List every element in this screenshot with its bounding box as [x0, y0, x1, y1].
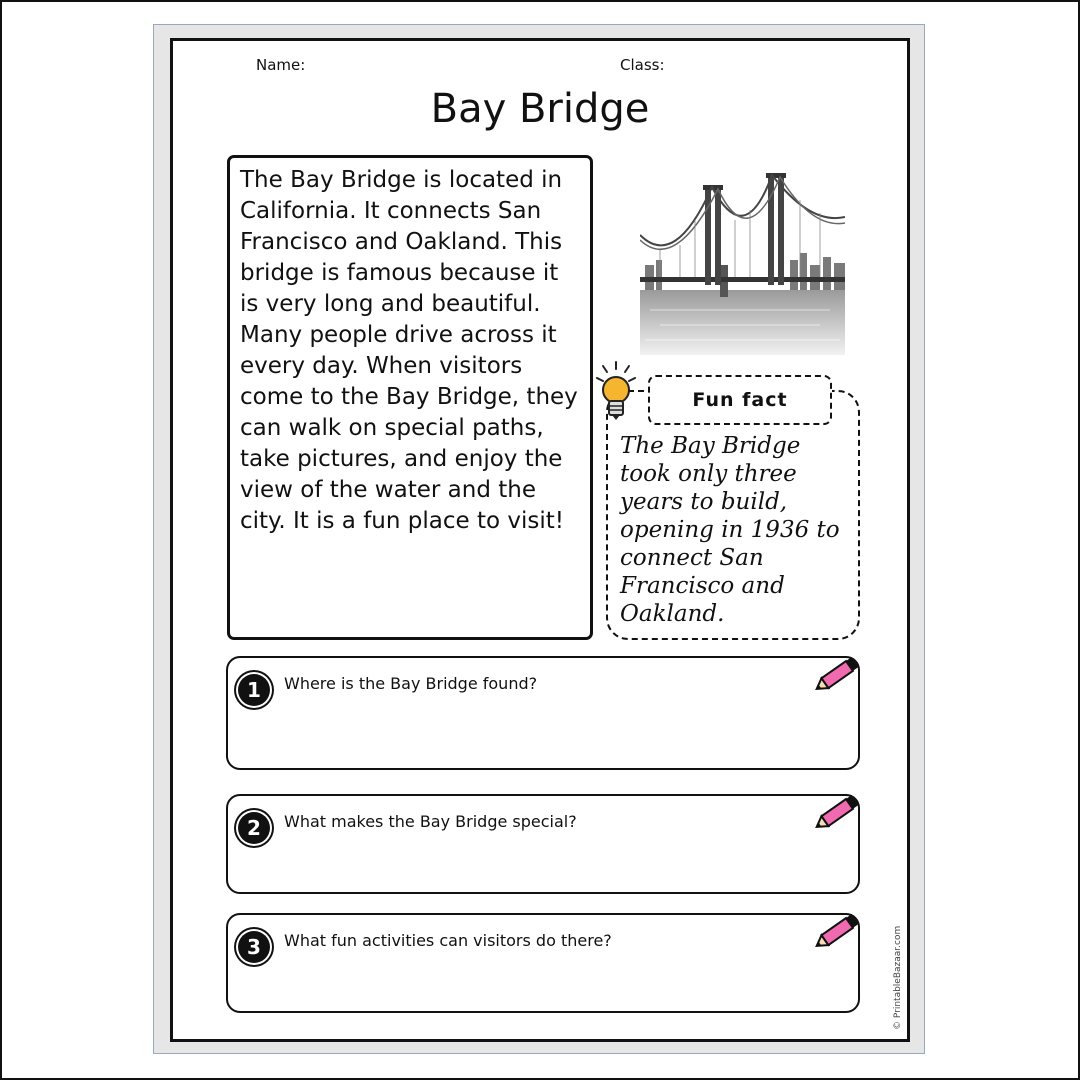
question-3-box[interactable] — [226, 913, 860, 1013]
pencil-icon — [812, 907, 864, 955]
question-1-text: Where is the Bay Bridge found? — [284, 674, 538, 693]
fun-fact-heading: Fun fact — [648, 375, 832, 425]
lightbulb-icon — [593, 360, 639, 424]
pencil-icon — [812, 650, 864, 698]
question-3-text: What fun activities can visitors do there? — [284, 931, 612, 950]
class-label: Class: — [620, 56, 665, 74]
fun-fact-text: The Bay Bridge took only three years to build, opening in 1936 to connect San Francisco and Oakland. — [620, 433, 840, 627]
fun-fact-box — [606, 390, 860, 640]
page-title: Bay Bridge — [430, 86, 650, 132]
question-1-number: 1 — [238, 674, 270, 706]
story-text-box: The Bay Bridge is located in California. It connects San Francisco and Oakland. This bridge is famous because it is very long and beautiful. Many people drive across it every day. When visitors come to the Bay Bridge, they can walk on special paths, take pictures, and enjoy the view of the water and the city. It is a fun place to visit! — [227, 155, 593, 640]
name-label: Name: — [256, 56, 306, 74]
question-2-text: What makes the Bay Bridge special? — [284, 812, 577, 831]
bridge-illustration — [640, 165, 845, 355]
pencil-icon — [812, 788, 864, 836]
question-2-number: 2 — [238, 812, 270, 844]
question-1-box[interactable] — [226, 656, 860, 770]
question-2-box[interactable] — [226, 794, 860, 894]
copyright-credit: © PrintableBazaar.com — [893, 925, 903, 1030]
question-3-number: 3 — [238, 931, 270, 963]
